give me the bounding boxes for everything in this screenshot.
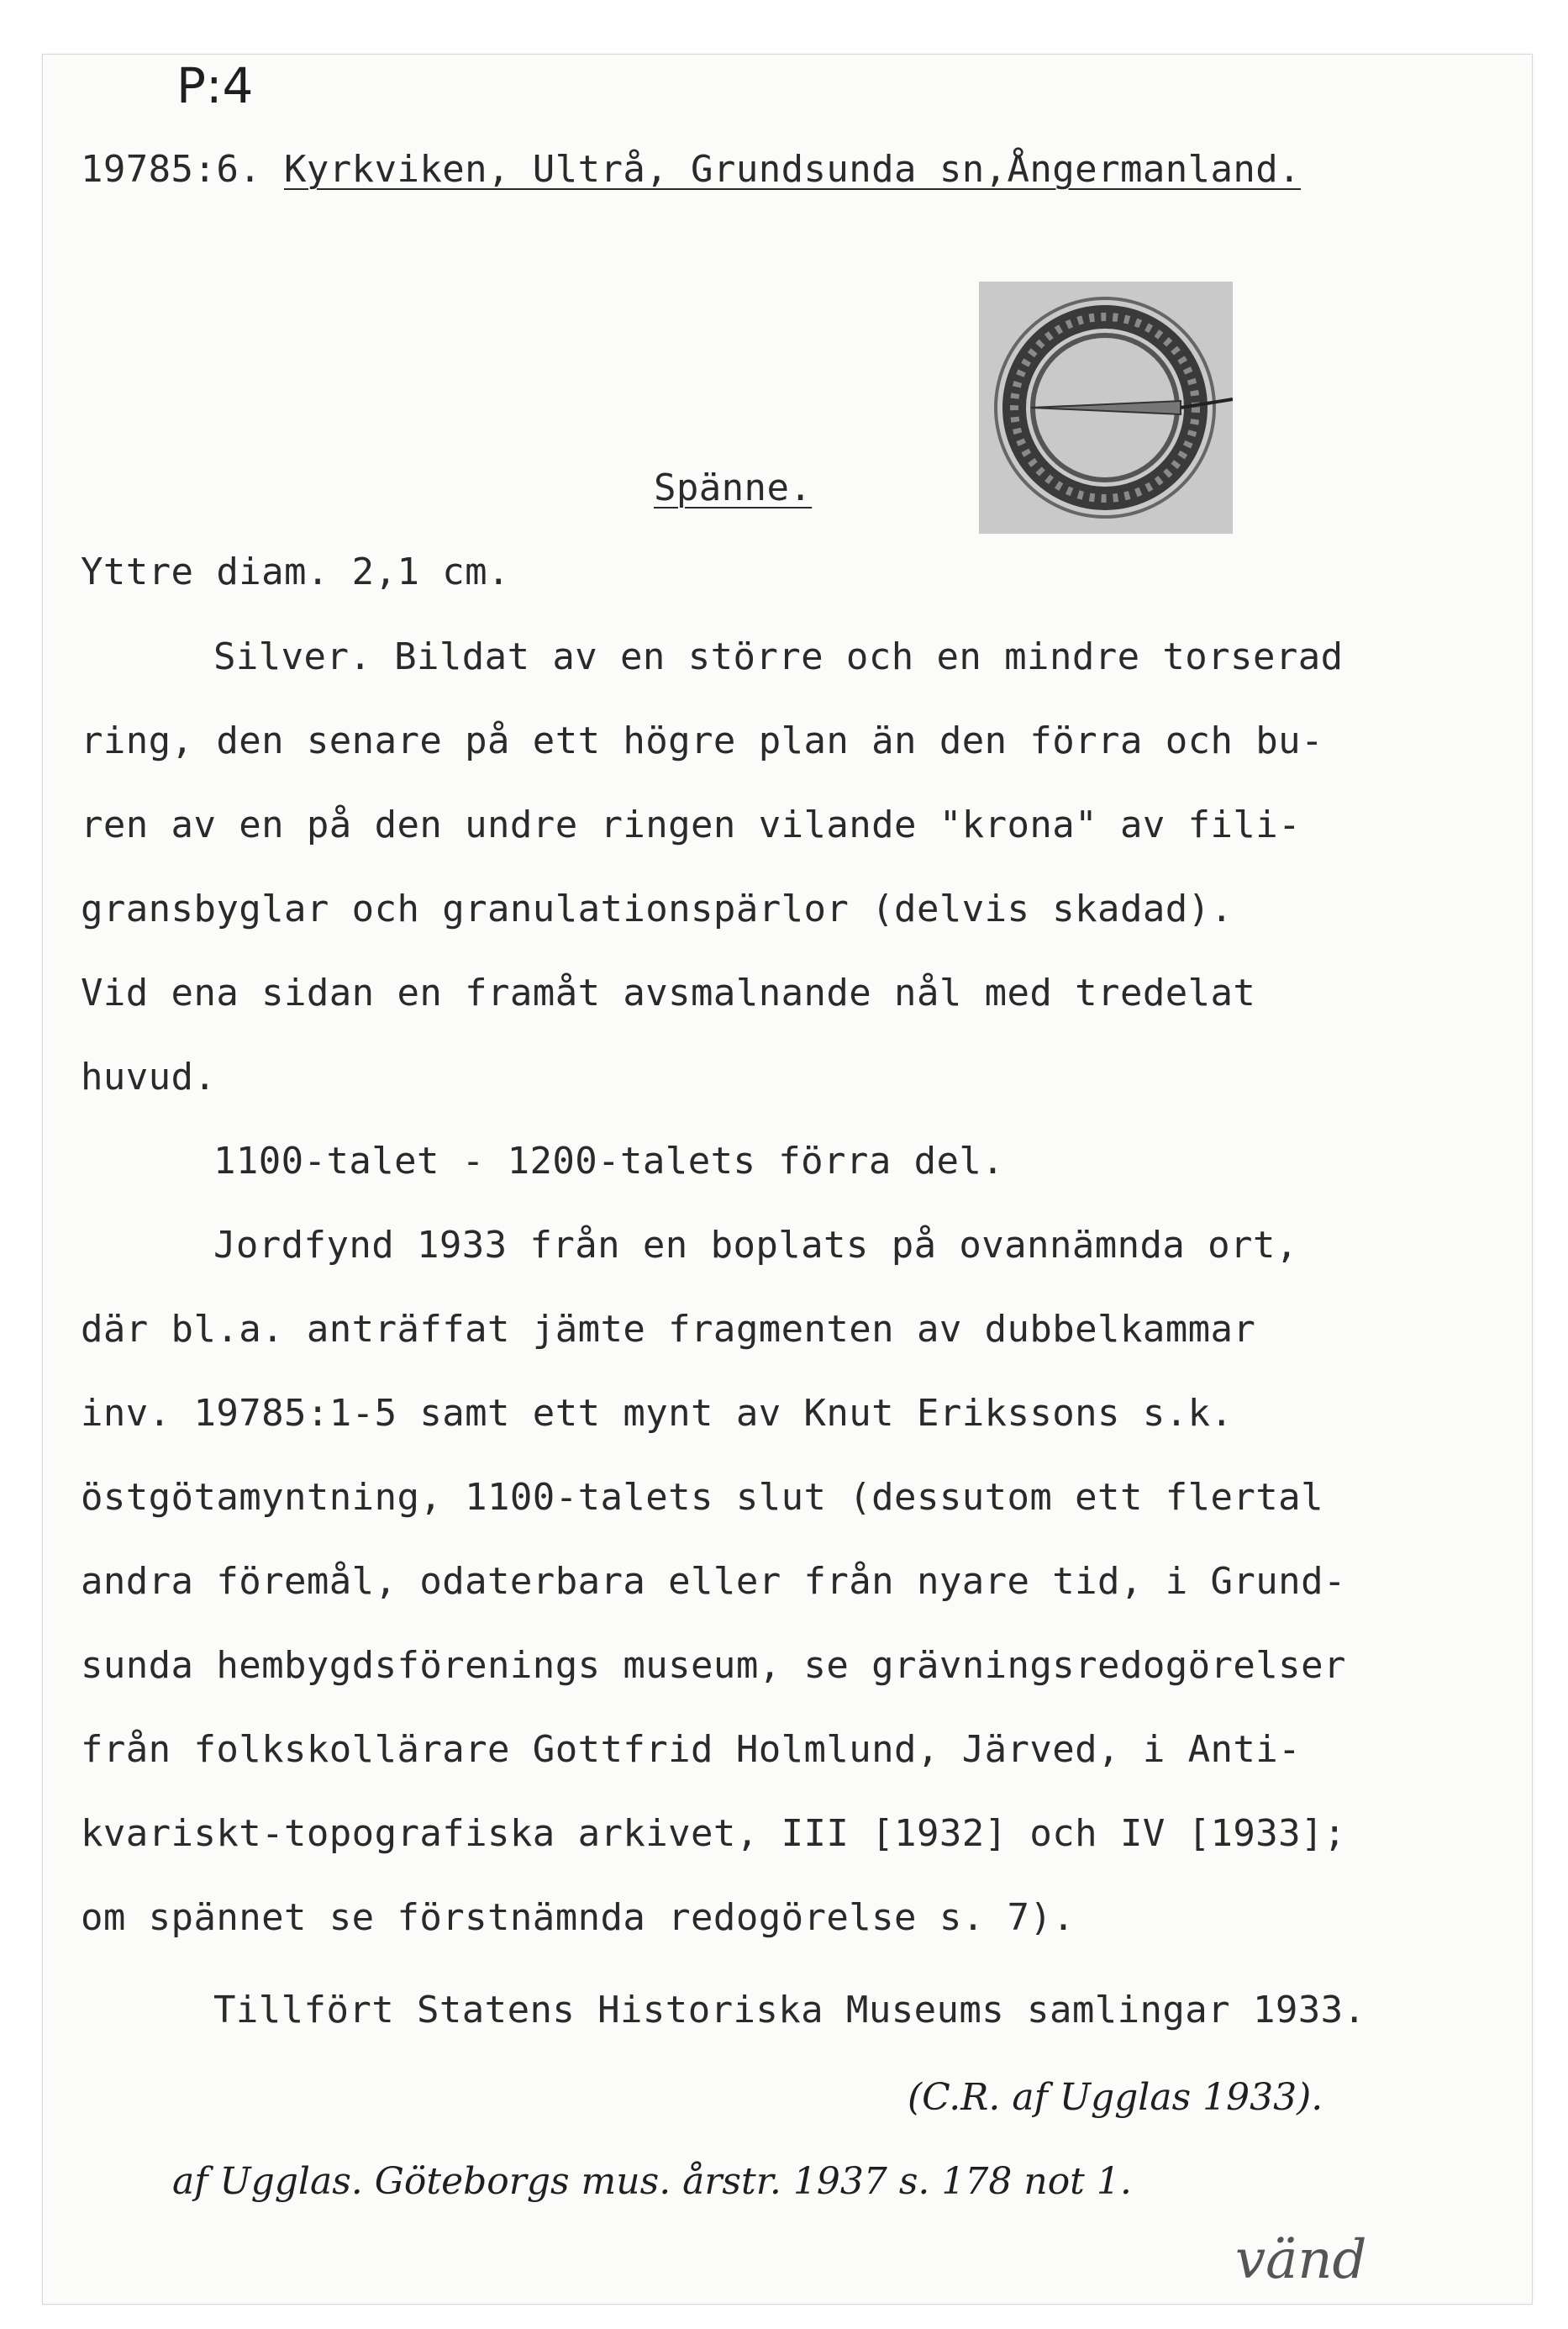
object-title: Spänne.	[654, 466, 813, 509]
text-line-5: gransbyglar och granulationspärlor (delvis skadad).	[81, 888, 1234, 930]
text-line-9: Jordfynd 1933 från en boplats på ovannämnda ort,	[213, 1224, 1298, 1267]
handwritten-turn-note: vänd	[1235, 2229, 1367, 2291]
text-line-16: kvariskt-topografiska arkivet, III [1932] och IV [1933];	[81, 1812, 1346, 1855]
text-line-4: ren av en på den undre ringen vilande "krona" av fili-	[81, 804, 1302, 846]
text-line-7: huvud.	[81, 1056, 217, 1099]
text-line-1: Yttre diam. 2,1 cm.	[81, 551, 510, 593]
text-line-8: 1100-talet - 1200-talets förra del.	[213, 1140, 1005, 1183]
text-line-6: Vid ena sidan en framåt avsmalnande nål med tredelat	[81, 972, 1256, 1014]
text-line-17: om spännet se förstnämnda redogörelse s. 7).	[81, 1896, 1076, 1939]
text-line-15: från folkskollärare Gottfrid Holmlund, Järved, i Anti-	[81, 1728, 1302, 1771]
brooch-image	[979, 282, 1233, 534]
text-line-10: där bl.a. anträffat jämte fragmenten av dubbelkammar	[81, 1308, 1256, 1351]
text-line-14: sunda hembygdsförenings museum, se grävningsredogörelser	[81, 1644, 1346, 1687]
handwritten-attribution: (C.R. af Ugglas 1933).	[908, 2076, 1323, 2119]
handwritten-shelf-mark: P:4	[176, 57, 254, 114]
handwritten-reference: af Ugglas. Göteborgs mus. årstr. 1937 s. 178 not 1.	[172, 2160, 1132, 2203]
text-line-11: inv. 19785:1-5 samt ett mynt av Knut Erikssons s.k.	[81, 1392, 1234, 1435]
find-location: Kyrkviken, Ultrå, Grundsunda sn,Ångermanland.	[284, 148, 1302, 191]
text-line-3: ring, den senare på ett högre plan än den förra och bu-	[81, 719, 1323, 762]
card-header	[81, 148, 1301, 192]
text-line-13: andra föremål, odaterbara eller från nyare tid, i Grund-	[81, 1560, 1346, 1603]
text-line-12: östgötamyntning, 1100-talets slut (dessutom ett flertal	[81, 1476, 1323, 1519]
text-line-18: Tillfört Statens Historiska Museums samlingar 1933.	[213, 1989, 1366, 2031]
catalog-number: 19785:6.	[81, 148, 262, 191]
text-line-2: Silver. Bildat av en större och en mindre torserad	[213, 635, 1344, 678]
object-photo	[979, 282, 1233, 534]
